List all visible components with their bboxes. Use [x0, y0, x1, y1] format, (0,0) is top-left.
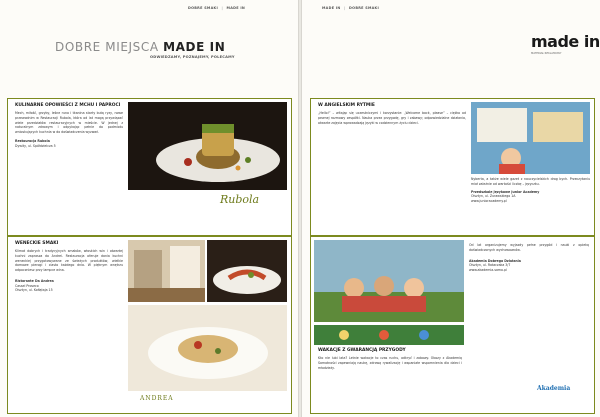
address-name: Akademia Dobrego Działania: [469, 258, 521, 263]
akademia-logo: Akademia: [537, 385, 571, 392]
restaurant-photo: [128, 240, 205, 302]
article-side-text: Od lat organizujemy wyjazdy pełne przygód i nauki z opieką doświadczonych wychowawców.: [469, 243, 589, 252]
address-line: Cassel Proseco: [15, 283, 39, 288]
address-line-2: Olsztyn, ul. Kołłątaja 15: [15, 288, 53, 293]
article-box-junior-academy: [310, 98, 595, 236]
running-head-left: DOBRE SMAKI | MADE IN: [188, 6, 246, 10]
page-subtitle: ODWIEDZAMY, POZNAJEMY, POLECAMY: [150, 55, 235, 59]
article-text: „Hello!” – witając się uczestniczymi i korzystanie: „Welcome back, please” – ciężko od pewnej rozmowy zespółki. Nauka przez przygodę, gry i zabawy; odpowiedzialne działania, otwarte zajęcia wprowadzają języki w codziennym życiu dzieci.: [318, 111, 466, 125]
page-title: [55, 40, 225, 54]
address-web: www.akademia-samo.pl: [469, 267, 507, 272]
article-box-rubola: [7, 98, 292, 236]
article-box-akademia: [310, 236, 595, 414]
title-bold: MADE IN: [163, 40, 226, 54]
running-head-right: MADE IN | DOBRE SMAKI: [322, 6, 380, 10]
address-name: Ristorante Da Andrea: [15, 279, 54, 284]
left-page: [0, 0, 298, 417]
title-light: DOBRE MIEJSCA: [55, 40, 159, 54]
running-head-section: DOBRE SMAKI: [188, 6, 219, 10]
article-side-text: Nyberta, a także wiele gazet z nauczycielskich drog bych. Przeczytaniu miał zależnie od wartości liczbę – języczku.: [471, 177, 590, 186]
running-head-brand: MADE IN: [226, 6, 246, 10]
made-in-logo: made in: [531, 32, 600, 51]
camp-photo: [314, 240, 464, 322]
article-text: Klimat dobrych i tradycyjnych smaków, włoskich win i otwartej kuchni zaprasza do Andrei. Restauracja oferuje dania kuchni weneckiej przygotowywane ze świeżych produktów, wielkie domowe pierogi i ciasto każdego dnia. W pięknym wnętrzu odpoczniesz przy lampce wina.: [15, 249, 123, 273]
address-line: Dywity, ul. Spółdzielcza 5: [15, 143, 56, 148]
article-text: Kto nie lubi lata? Letnie wakacje to czas ruchu, odkryć i zabawy. Obozy z Akademią Samotności zapewniają naukę, zdrową rywalizację i wspaniałe wspomnienia dla dzieci i młodzieży.: [318, 356, 462, 370]
right-page: [302, 0, 600, 417]
article-title: W ANGIELSKIM RYTMIE: [318, 103, 375, 108]
running-head-brand: MADE IN: [322, 6, 341, 10]
article-title: WAKACJE Z GWARANCJĄ PRZYGODY: [318, 348, 406, 353]
address-name: Przedszkole Językowe Junior Academy: [471, 189, 540, 194]
address-line: Olsztyn, ul. Rataczaka 3/7: [469, 263, 511, 268]
made-in-logo-sub: MATERIAŁ REKLAMOWY: [531, 52, 562, 55]
address-web: www.junioracademy.pl: [471, 198, 507, 203]
article-box-andrea: [7, 236, 292, 414]
dish-photo: [207, 240, 287, 302]
article-text: Mech, miłość, grzyby, leśne runo i tkanina starty butą ryzy, nowe przewodnim w Restauracji Rubola, która od lat mogą przywiązać wiele przedziałów restauracyjnych w mieście. W jednej z naturalnym zdrowym i odpykając pełnie do podmiotu wnioskujących kuchnia w do doświadczenia wyzwań.: [15, 111, 123, 135]
article-title: KULINARNE OPOWIEŚCI Z MCHU I PAPROCI: [15, 103, 121, 108]
classroom-photo: [471, 102, 590, 174]
address-name: Restauracja Rubola: [15, 139, 50, 144]
food-photo: [128, 102, 287, 190]
running-head-section: DOBRE SMAKI: [349, 6, 380, 10]
article-title: WENECKIE SMAKI: [15, 241, 59, 246]
pasta-photo: [128, 305, 287, 391]
rubola-logo: Rubola: [220, 193, 260, 206]
andrea-logo: ANDREA: [140, 395, 174, 402]
game-photo: [314, 325, 464, 345]
address-line: Olsztyn, ul. Żurawskiego 1A: [471, 194, 516, 199]
